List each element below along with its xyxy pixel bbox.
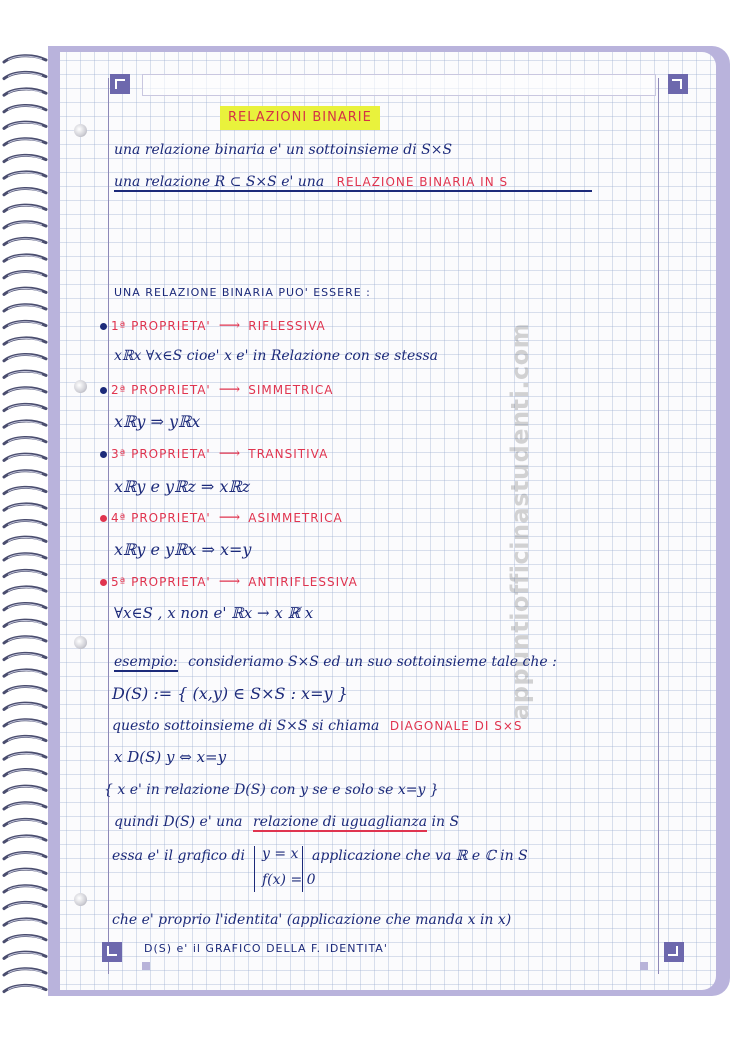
property-4-formula: xℝy e yℝx ⇒ x=y <box>114 540 252 559</box>
bullet-dot-icon <box>100 579 107 586</box>
property-1-formula: xℝx ∀x∈S cioe' x e' in Relazione con se stessa <box>114 348 438 364</box>
definition-line-2-text: una relazione R ⊂ S×S e' una <box>114 174 325 190</box>
property-5-formula: ∀x∈S , x non e' ℝx → x ℝ̸ x <box>114 604 314 622</box>
punch-hole <box>74 124 87 137</box>
diagonal-term: DIAGONALE DI S×S <box>389 719 523 733</box>
property-3 <box>100 444 328 462</box>
header-bar <box>142 74 656 96</box>
property-3-formula: xℝy e yℝz ⇒ xℝz <box>114 477 251 496</box>
property-4 <box>100 508 343 526</box>
page-title: RELAZIONI BINARIE <box>220 106 380 130</box>
equality-relation-term: relazione di uguaglianza <box>252 814 428 830</box>
example-line-6-text: quindi D(S) e' una <box>114 814 243 830</box>
example-line-7-text: essa e' il grafico di <box>112 848 245 864</box>
arrow-icon: ⟶ <box>218 316 241 334</box>
bullet-dot-icon <box>100 387 107 394</box>
example-line-6-end: in S <box>427 814 460 830</box>
arrow-icon: ⟶ <box>218 572 241 590</box>
system-bar <box>302 846 309 892</box>
corner-mark-icon <box>668 74 688 94</box>
arrow-icon: ⟶ <box>218 380 241 398</box>
property-value: ASIMMETRICA <box>248 511 343 525</box>
property-value: RIFLESSIVA <box>248 319 326 333</box>
definition-line-2 <box>114 174 592 192</box>
definition-line-1: una relazione binaria e' un sottoinsieme di S×S <box>114 142 453 158</box>
system-equation-1: y = x <box>262 846 299 862</box>
right-margin-line <box>658 78 659 974</box>
page-marker <box>142 962 150 970</box>
spiral-binding <box>0 48 48 998</box>
example-line-6 <box>114 814 459 830</box>
example-line-4: x D(S) y ⇔ x=y <box>114 748 227 766</box>
watermark: appuntiofficinastudenti.com <box>506 322 534 720</box>
example-line-1 <box>114 654 557 670</box>
property-value: ANTIRIFLESSIVA <box>248 575 358 589</box>
example-line-3-text: questo sottoinsieme di S×S si chiama <box>112 718 380 734</box>
page-marker <box>640 962 648 970</box>
property-value: SIMMETRICA <box>248 383 334 397</box>
example-label: esempio: <box>114 654 178 670</box>
example-line-8: che e' proprio l'identita' (applicazione che manda x in x) <box>112 912 512 928</box>
bullet-dot-icon <box>100 515 107 522</box>
corner-mark-icon <box>664 942 684 962</box>
example-line-7-end: applicazione che va ℝ e ℂ in S <box>312 848 528 864</box>
property-name: 5ª PROPRIETA' <box>111 575 211 589</box>
example-line-3 <box>112 718 523 734</box>
definition-line-2-term: RELAZIONE BINARIA IN S <box>336 175 509 189</box>
bullet-dot-icon <box>100 323 107 330</box>
property-name: 4ª PROPRIETA' <box>111 511 211 525</box>
corner-mark-icon <box>102 942 122 962</box>
property-5 <box>100 572 358 590</box>
property-2 <box>100 380 334 398</box>
punch-hole <box>74 893 87 906</box>
property-value: TRANSITIVA <box>248 447 329 461</box>
property-2-formula: xℝy ⇒ yℝx <box>114 412 201 431</box>
property-name: 2ª PROPRIETA' <box>111 383 211 397</box>
example-line-1-text: consideriamo S×S ed un suo sottoinsieme tale che : <box>188 654 557 670</box>
example-line-9: D(S) e' il GRAFICO DELLA F. IDENTITA' <box>144 942 388 955</box>
property-1 <box>100 316 326 334</box>
arrow-icon: ⟶ <box>218 508 241 526</box>
example-line-5: { x e' in relazione D(S) con y se e solo se x=y } <box>104 782 439 798</box>
punch-hole <box>74 380 87 393</box>
example-line-2: D(S) := { (x,y) ∈ S×S : x=y } <box>112 684 348 703</box>
arrow-icon: ⟶ <box>218 444 241 462</box>
system-brace <box>254 846 261 892</box>
property-name: 1ª PROPRIETA' <box>111 319 211 333</box>
bullet-dot-icon <box>100 451 107 458</box>
intro-text: UNA RELAZIONE BINARIA PUO' ESSERE : <box>114 286 371 299</box>
left-margin-line <box>108 78 109 974</box>
property-name: 3ª PROPRIETA' <box>111 447 211 461</box>
corner-mark-icon <box>110 74 130 94</box>
system-equation-2: f(x) = 0 <box>262 872 316 888</box>
punch-hole <box>74 636 87 649</box>
